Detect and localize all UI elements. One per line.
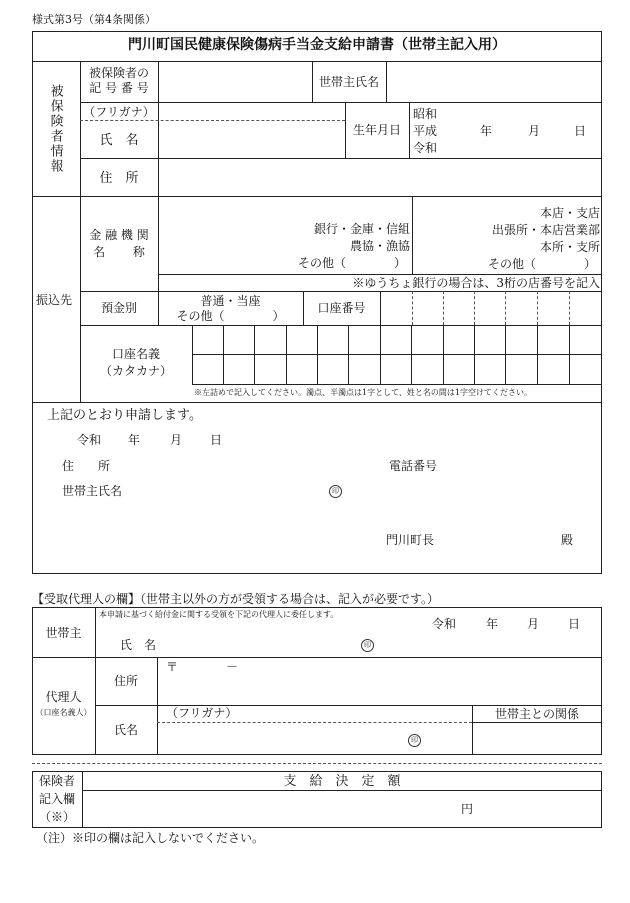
name-label: 氏 名 <box>99 133 139 148</box>
agent-date-field[interactable] <box>455 614 595 632</box>
insurer-label-3: （※） <box>38 810 75 824</box>
applicant-name-label: 世帯主氏名 <box>62 484 123 498</box>
agent-postal: 〒 － <box>166 660 239 674</box>
agent-seal: 印 <box>408 734 421 747</box>
amount-field[interactable] <box>90 792 450 826</box>
relation-label: 世帯主との関係 <box>494 707 579 721</box>
yen-unit: 円 <box>461 802 474 816</box>
bank-label-2: 名 称 <box>93 245 145 259</box>
phone-label: 電話番号 <box>389 459 438 473</box>
bank-type-2[interactable]: 農協・漁協 <box>349 239 410 253</box>
agent-head-name-label: 氏 名 <box>120 638 157 652</box>
agent-head-seal: 印 <box>361 639 374 652</box>
agent-head-label: 世帯主 <box>45 626 82 640</box>
bank-type-other[interactable]: その他（ ） <box>297 256 406 270</box>
head-name-label: 世帯主氏名 <box>318 75 379 89</box>
account-number-field[interactable] <box>381 292 601 324</box>
yucho-note: ※ゆうちょ銀行の場合は、3桁の店番号を記入 <box>352 276 600 290</box>
era-heisei[interactable]: 平成 <box>413 124 438 138</box>
deposit-type-regular[interactable]: 普通・当座 <box>200 294 261 308</box>
agent-date-year: 年 <box>486 617 499 631</box>
birth-day-unit: 日 <box>574 124 587 138</box>
form-title: 門川町国民健康保険傷病手当金支給申請書（世帯主記入用） <box>128 37 506 53</box>
birth-month-unit: 月 <box>528 124 541 138</box>
applicant-address-label: 住 所 <box>62 459 111 473</box>
account-number-label: 口座番号 <box>317 301 366 315</box>
declaration-year: 年 <box>128 433 141 447</box>
phone-field[interactable] <box>450 456 595 474</box>
declaration-day: 日 <box>210 433 223 447</box>
footer-note: （注）※印の欄は記入しないでください。 <box>36 831 265 845</box>
birthdate-label: 生年月日 <box>352 123 401 137</box>
branch-type-3[interactable]: 本所・支所 <box>539 240 600 254</box>
name-field[interactable] <box>159 121 345 158</box>
insured-section-label: 被保険者情報 <box>47 84 63 174</box>
branch-type-1[interactable]: 本店・支店 <box>539 206 600 220</box>
insured-number-label-1: 被保険者の <box>88 66 149 80</box>
agent-address-field[interactable] <box>158 676 601 704</box>
insurer-label-2: 記入欄 <box>38 792 75 806</box>
insured-number-label-2: 記 号 番 号 <box>89 81 149 95</box>
birth-year-unit: 年 <box>480 124 493 138</box>
agent-date-month: 月 <box>527 617 540 631</box>
head-name-field[interactable] <box>387 62 601 102</box>
agent-heading: 【受取代理人の欄】（世帯主以外の方が受領する場合は、記入が必要です。） <box>32 592 440 606</box>
deposit-type-other[interactable]: その他（ ） <box>176 309 285 323</box>
agent-sublabel: （口座名義人） <box>35 708 92 717</box>
era-showa[interactable]: 昭和 <box>413 107 438 121</box>
furigana-label: （フリガナ） <box>83 105 155 119</box>
seal-mark: 印 <box>329 485 342 498</box>
declaration-month: 月 <box>170 433 183 447</box>
agent-name-label: 氏名 <box>113 723 138 737</box>
deposit-type-label: 預金別 <box>100 301 137 315</box>
holder-label-1: 口座名義 <box>111 347 160 361</box>
bank-label-1: 金 融 機 関 <box>89 228 149 242</box>
agent-name-field[interactable] <box>158 723 398 753</box>
holder-note: ※左詰めで記入してください。濁点、半濁点は1字として、姓と名の間は1字空けてください。 <box>194 388 533 397</box>
bank-type-1[interactable]: 銀行・金庫・信組 <box>313 222 410 236</box>
honorific-label: 殿 <box>561 533 574 547</box>
amount-label: 支 給 決 定 額 <box>283 774 401 789</box>
relation-field[interactable] <box>473 723 601 754</box>
declaration-text: 上記のとおり申請します。 <box>47 408 202 423</box>
insurer-label-1: 保険者 <box>38 774 75 788</box>
address-label: 住 所 <box>99 171 139 186</box>
branch-type-other[interactable]: その他（ ） <box>487 257 596 271</box>
insured-number-field[interactable] <box>159 62 312 102</box>
agent-date-day: 日 <box>568 617 581 631</box>
agent-address-label: 住所 <box>113 674 138 688</box>
era-reiwa[interactable]: 令和 <box>413 141 438 155</box>
form-number: 様式第3号（第4条関係） <box>32 13 156 26</box>
holder-label-2: （カタカナ） <box>99 364 172 378</box>
agent-date-era: 令和 <box>432 617 457 631</box>
birthdate-field[interactable] <box>445 121 595 139</box>
branch-type-2[interactable]: 出張所・本店営業部 <box>491 223 600 237</box>
delegation-text: 本申請に基づく給付金に関する受領を下記の代理人に委任します。 <box>99 610 339 619</box>
address-field[interactable] <box>159 159 601 195</box>
transfer-section-label: 振込先 <box>36 293 73 307</box>
declaration-era: 令和 <box>77 433 102 447</box>
agent-furigana-label: （フリガナ） <box>166 706 238 720</box>
mayor-label: 門川町長 <box>386 533 435 547</box>
agent-head-name-field[interactable] <box>165 635 355 653</box>
declaration-date-field[interactable] <box>100 430 223 448</box>
agent-label: 代理人 <box>45 690 82 704</box>
applicant-name-field[interactable] <box>135 481 325 499</box>
applicant-address-field[interactable] <box>125 456 375 474</box>
furigana-field[interactable] <box>159 103 345 120</box>
